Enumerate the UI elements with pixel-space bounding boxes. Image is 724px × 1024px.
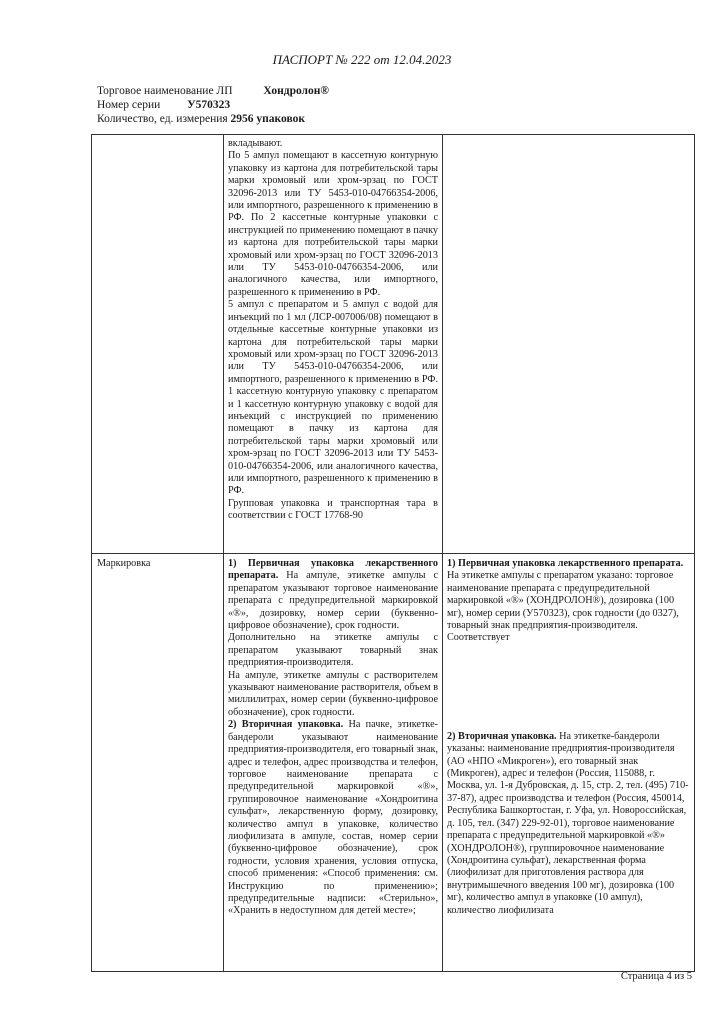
series-label: Номер серии	[97, 99, 161, 111]
primary-text: На ампуле, этикетке ампулы с препаратом указывают торговое наименование препарата с предупредительной маркировкой «®», дозировку, номер серии (буквенно-цифровое обозначение), срок годности.	[228, 570, 438, 632]
result-primary-status: Соответствует	[447, 632, 510, 644]
packaging-text-2: 5 ампул с препаратом и 5 ампул с водой для инъекций по 1 мл (ЛСР-007006/08) помещают в отдельные кассетные контурные упаковки из картона для потребительской тары марки хромовый или хром-эрзац по ГОСТ 32096-2013 или ТУ 5453-010-04766354-2006, или импортного, разрешенного к применению в РФ. 1 кассетную контурную упаковку с препаратом и 1 кассетную контурную упаковку с водой для инъекций с инструкцией по применению помещают в пачку из картона для потребительской тары марки хромовый или хром-эрзац по ГОСТ 32096-2013 или ТУ 5453-010-04766354-2006, или аналогичного качества, или импортного, разрешенного к применению в РФ.	[228, 299, 438, 497]
result-primary-text: На этикетке ампулы с препаратом указано: торговое наименование препарата с предупредительной маркировкой «®» (ХОНДРОЛОН®), дозировка (100 мг), номер серии (У570323), срок годности (до 0327), товарный знак предприятия-производителя.	[447, 570, 679, 632]
secondary-heading: 2) Вторичная упаковка.	[228, 719, 344, 731]
row-divider	[92, 553, 694, 554]
quantity-value: 2956 упаковок	[230, 113, 305, 125]
packaging-text-3: Групповая упаковка и транспортная тара в соответствии с ГОСТ 17768-90	[228, 497, 438, 522]
packaging-cell	[228, 138, 438, 552]
series-value: У570323	[187, 99, 231, 111]
trade-name-value: Хондролон®	[263, 85, 329, 97]
series-row	[97, 98, 230, 112]
result-secondary-heading: 2) Вторичная упаковка.	[447, 730, 557, 742]
secondary-text: На пачке, этикетке-бандероли указывают наименование предприятия-производителя, его товарный знак, адрес и телефон, адрес производства и телефон, торговое наименование препарата с предупредительной маркировкой «®», группировочное наименование «Хондроитина сульфат», лекарственную форму, дозировку, количество ампул в упаковке, количество лиофилизата в ампуле, состав, номер серии (буквенно-цифровое обозначение), срок годности, условия хранения, условия отпуска, способ применения: «Способ применения: см. Инструкцию по применению»; предупредительные надписи: «Стерильно», «Хранить в недоступном для детей месте»;	[228, 719, 438, 917]
marking-results-cell	[447, 558, 691, 970]
quantity-row	[97, 112, 305, 126]
trade-name-label: Торговое наименование ЛП	[97, 85, 233, 97]
passport-table	[91, 134, 695, 972]
document-title: ПАСПОРТ № 222 от 12.04.2023	[272, 52, 452, 67]
primary-text-3: На ампуле, этикетке ампулы с растворителем указывают наименование растворителя, объем в миллилитрах, номер серии (буквенно-цифровое обозначение), срок годности.	[228, 669, 438, 718]
packaging-text-0: вкладывают.	[228, 138, 283, 149]
quantity-label: Количество, ед. измерения	[97, 113, 228, 125]
result-primary-heading: 1) Первичная упаковка лекарственного препарата.	[447, 558, 684, 569]
primary-text-2: Дополнительно на этикетке ампулы с препаратом указывают товарный знак предприятия-производителя.	[228, 632, 438, 669]
marking-row-label: Маркировка	[97, 558, 151, 569]
result-secondary-text: На этикетке-бандероли указаны: наименование предприятия-производителя (АО «НПО «Микроген»), его товарный знак (Микроген), адрес и телефон (Россия, 115088, г. Москва, ул. 1-я Дубровская, д. 15, стр. 2, тел. (495) 710-37-87), адрес производства и телефон (Россия, 450014, Республика Башкортостан, г. Уфа, ул. Новороссийская, д. 105, тел. (347) 229-92-01), торговое наименование препарата с предупредительной маркировкой «®» (ХОНДРОЛОН®), группировочное наименование (Хондроитина сульфат), лекарственная форма (лиофилизат для приготовления раствора для внутримышечного введения 100 мг), дозировка (100 мг), количество ампул в упаковке (10 ампул), количество лиофилизата	[447, 730, 689, 916]
trade-name-row	[97, 84, 329, 98]
packaging-text-1: По 5 ампул помещают в кассетную контурную упаковку из картона для потребительской тары марки хромовый или хром-эрзац по ГОСТ 32096-2013 или ТУ 5453-010-04766354-2006, или импортного, разрешенного к применению в РФ. По 2 кассетные контурные упаковки с инструкцией по применению помещают в пачку из картона для потребительской тары марки хромовый или хром-эрзац по ГОСТ 32096-2013 или ТУ 5453-010-04766354-2006, или аналогичного качества, или импортного, разрешенного к применению в РФ.	[228, 150, 438, 298]
primary-heading: 1) Первичная упаковка лекарственного препарата.	[228, 558, 438, 582]
marking-requirements-cell	[228, 558, 438, 970]
page-number: Страница 4 из 5	[620, 971, 692, 982]
